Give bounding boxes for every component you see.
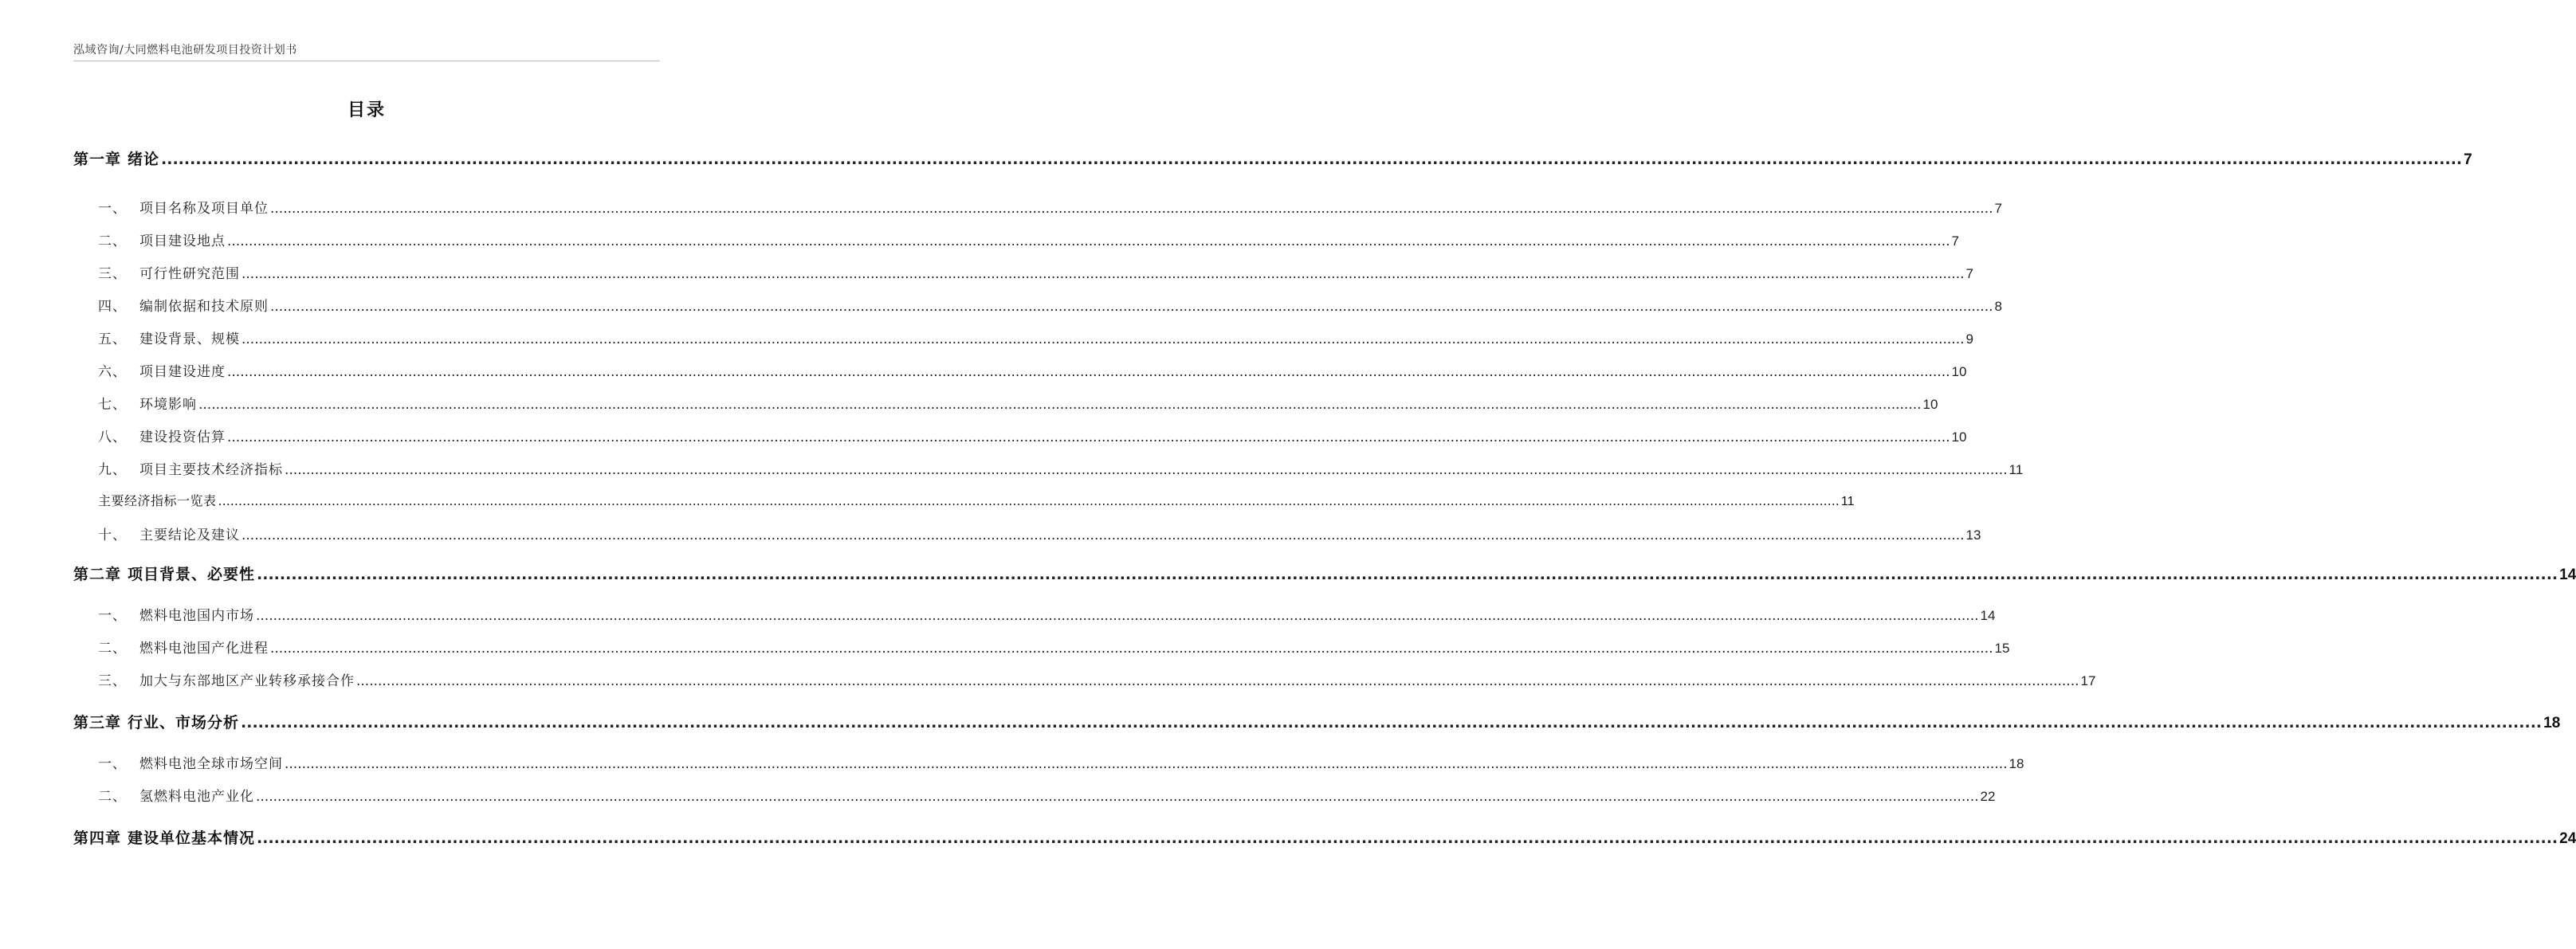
toc-section-entry[interactable] (73, 458, 2024, 478)
toc-entry-label: 编制依据和技术原则 (139, 299, 269, 315)
toc-entry-number: 四、 (98, 299, 127, 315)
toc-entry-number: 一、 (98, 756, 127, 772)
toc-page-number: 7 (2464, 151, 2472, 168)
toc-entry-number: 九、 (98, 462, 127, 478)
toc-section-entry[interactable] (73, 425, 1967, 445)
toc-entry-number: 二、 (98, 641, 127, 657)
toc-dot-leader: ................................................................................................................................................................................................................................................................................................................................................................................................................ (161, 151, 2463, 168)
toc-entry-title (73, 524, 240, 543)
toc-section-entry[interactable] (73, 524, 1981, 543)
toc-section-entry[interactable] (73, 262, 1973, 282)
page-title: 目录 (347, 100, 386, 120)
toc-page-number: 11 (1840, 495, 1855, 508)
toc-section-entry[interactable] (73, 393, 1938, 413)
toc-entry-label: 主要结论及建议 (139, 527, 240, 543)
toc-entry-number: 七、 (98, 397, 127, 413)
toc-dot-leader: ................................................................................................................................................................................................................................................................................................................................................................................................................ (256, 789, 1979, 805)
toc-dot-leader: ................................................................................................................................................................................................................................................................................................................................................................................................................ (242, 527, 1965, 543)
toc-chapter-entry[interactable] (73, 563, 2576, 584)
toc-page-number: 7 (1965, 266, 1973, 281)
toc-entry-number: 三、 (98, 266, 127, 282)
toc-page-number: 7 (1994, 201, 2002, 216)
toc-dot-leader: ................................................................................................................................................................................................................................................................................................................................................................................................................ (285, 462, 2008, 478)
toc-entry-title (73, 491, 217, 509)
toc-entry-title (73, 327, 240, 347)
toc-section-entry[interactable] (73, 669, 2096, 689)
toc-dot-leader: ................................................................................................................................................................................................................................................................................................................................................................................................................ (257, 829, 2558, 847)
toc-page-number: 24 (2559, 830, 2576, 847)
toc-entry-number: 三、 (98, 673, 127, 689)
toc-dot-leader: ................................................................................................................................................................................................................................................................................................................................................................................................................ (270, 201, 1993, 217)
toc-dot-leader: ................................................................................................................................................................................................................................................................................................................................................................................................................ (198, 397, 1922, 413)
toc-page-number: 11 (2009, 462, 2024, 477)
toc-entry-title (73, 785, 254, 805)
toc-section-entry[interactable] (73, 229, 1959, 249)
toc-entry-title (73, 425, 226, 445)
toc-dot-leader: ................................................................................................................................................................................................................................................................................................................................................................................................................ (256, 608, 1979, 624)
toc-entry-title (73, 197, 269, 217)
toc-entry-number: 第二章 (73, 566, 122, 583)
toc-entry-label: 燃料电池国产化进程 (139, 641, 269, 657)
toc-entry-number: 六、 (98, 364, 127, 380)
toc-entry-title (73, 563, 255, 584)
toc-section-entry[interactable] (73, 491, 1855, 509)
toc-entry-label: 氢燃料电池产业化 (139, 789, 254, 805)
toc-entry-title (73, 458, 283, 478)
toc-section-entry[interactable] (73, 637, 2010, 657)
toc-page-number: 14 (1980, 608, 1996, 623)
toc-entry-label: 主要经济指标一览表 (98, 493, 217, 508)
toc-entry-label: 加大与东部地区产业转移承接合作 (139, 673, 355, 689)
toc-page-number: 18 (2543, 715, 2561, 731)
toc-page-number: 10 (1922, 397, 1938, 412)
toc-dot-leader: ................................................................................................................................................................................................................................................................................................................................................................................................................ (242, 266, 1965, 282)
toc-page-number: 7 (1951, 233, 1959, 249)
toc-entry-label: 建设单位基本情况 (128, 829, 256, 847)
toc-page-number: 22 (1980, 789, 1996, 804)
toc-entry-number: 一、 (98, 201, 127, 217)
toc-page-number: 10 (1951, 364, 1967, 379)
toc-chapter-entry[interactable] (73, 826, 2576, 848)
toc-entry-number: 第三章 (73, 714, 122, 731)
toc-entry-label: 环境影响 (139, 397, 197, 413)
toc-entry-title (73, 669, 355, 689)
toc-entry-title (73, 637, 269, 657)
toc-section-entry[interactable] (73, 360, 1967, 380)
toc-dot-leader: ................................................................................................................................................................................................................................................................................................................................................................................................................ (242, 331, 1965, 347)
toc-section-entry[interactable] (73, 327, 1973, 347)
toc-entry-title (73, 826, 255, 848)
toc-page-number: 9 (1965, 331, 1973, 347)
toc-entry-label: 绪论 (128, 151, 160, 168)
toc-entry-title (73, 360, 226, 380)
toc-entry-title (73, 147, 159, 169)
toc-entry-label: 燃料电池全球市场空间 (139, 756, 283, 772)
toc-section-entry[interactable] (73, 197, 2002, 217)
toc-entry-number: 八、 (98, 429, 127, 445)
toc-section-entry[interactable] (73, 295, 2002, 315)
toc-entry-number: 一、 (98, 608, 127, 624)
toc-entry-label: 项目名称及项目单位 (139, 201, 269, 217)
toc-section-entry[interactable] (73, 752, 2024, 772)
toc-page-number: 14 (2559, 567, 2576, 583)
toc-page-number: 15 (1994, 641, 2010, 656)
toc-entry-label: 行业、市场分析 (128, 714, 240, 731)
toc-dot-leader: ................................................................................................................................................................................................................................................................................................................................................................................................................ (257, 566, 2558, 583)
toc-entry-label: 燃料电池国内市场 (139, 608, 254, 624)
toc-entry-number: 五、 (98, 331, 127, 347)
toc-page-number: 17 (2080, 673, 2096, 688)
toc-dot-leader: ................................................................................................................................................................................................................................................................................................................................................................................................................ (285, 756, 2008, 772)
toc-entry-title (73, 711, 239, 732)
toc-entry-label: 建设投资估算 (139, 429, 226, 445)
toc-dot-leader: ................................................................................................................................................................................................................................................................................................................................................................................................................ (218, 493, 1840, 508)
toc-page-number: 18 (2009, 756, 2024, 771)
toc-dot-leader: ................................................................................................................................................................................................................................................................................................................................................................................................................ (227, 364, 1950, 380)
toc-dot-leader: ................................................................................................................................................................................................................................................................................................................................................................................................................ (270, 641, 1993, 657)
toc-entry-title (73, 393, 197, 413)
toc-dot-leader: ................................................................................................................................................................................................................................................................................................................................................................................................................ (270, 299, 1993, 315)
toc-entry-label: 项目建设进度 (139, 364, 226, 380)
toc-page-number: 8 (1994, 299, 2002, 314)
toc-dot-leader: ................................................................................................................................................................................................................................................................................................................................................................................................................ (356, 673, 2079, 689)
toc-entry-title (73, 262, 240, 282)
toc-dot-leader: ................................................................................................................................................................................................................................................................................................................................................................................................................ (227, 429, 1950, 445)
toc-page-number: 13 (1965, 527, 1981, 543)
toc-entry-number: 第四章 (73, 829, 122, 847)
toc-chapter-entry[interactable] (73, 147, 2472, 169)
toc-entry-title (73, 295, 269, 315)
running-header: 泓域咨询/大同燃料电池研发项目投资计划书 (73, 44, 297, 57)
toc-entry-title (73, 229, 226, 249)
toc-entry-label: 建设背景、规模 (139, 331, 240, 347)
toc-entry-number: 第一章 (73, 151, 122, 168)
toc-entry-label: 项目主要技术经济指标 (139, 462, 283, 478)
toc-entry-number: 十、 (98, 527, 127, 543)
toc-entry-number: 二、 (98, 789, 127, 805)
toc-dot-leader: ................................................................................................................................................................................................................................................................................................................................................................................................................ (241, 714, 2543, 731)
toc-section-entry[interactable] (73, 604, 1996, 624)
toc-entry-label: 项目建设地点 (139, 233, 226, 249)
toc-entry-label: 项目背景、必要性 (128, 566, 256, 583)
toc-entry-label: 可行性研究范围 (139, 266, 240, 282)
toc-page-number: 10 (1951, 429, 1967, 445)
toc-entry-title (73, 604, 254, 624)
toc-chapter-entry[interactable] (73, 711, 2561, 732)
toc-dot-leader: ................................................................................................................................................................................................................................................................................................................................................................................................................ (227, 233, 1950, 249)
toc-section-entry[interactable] (73, 785, 1996, 805)
toc-entry-number: 二、 (98, 233, 127, 249)
toc-entry-title (73, 752, 283, 772)
